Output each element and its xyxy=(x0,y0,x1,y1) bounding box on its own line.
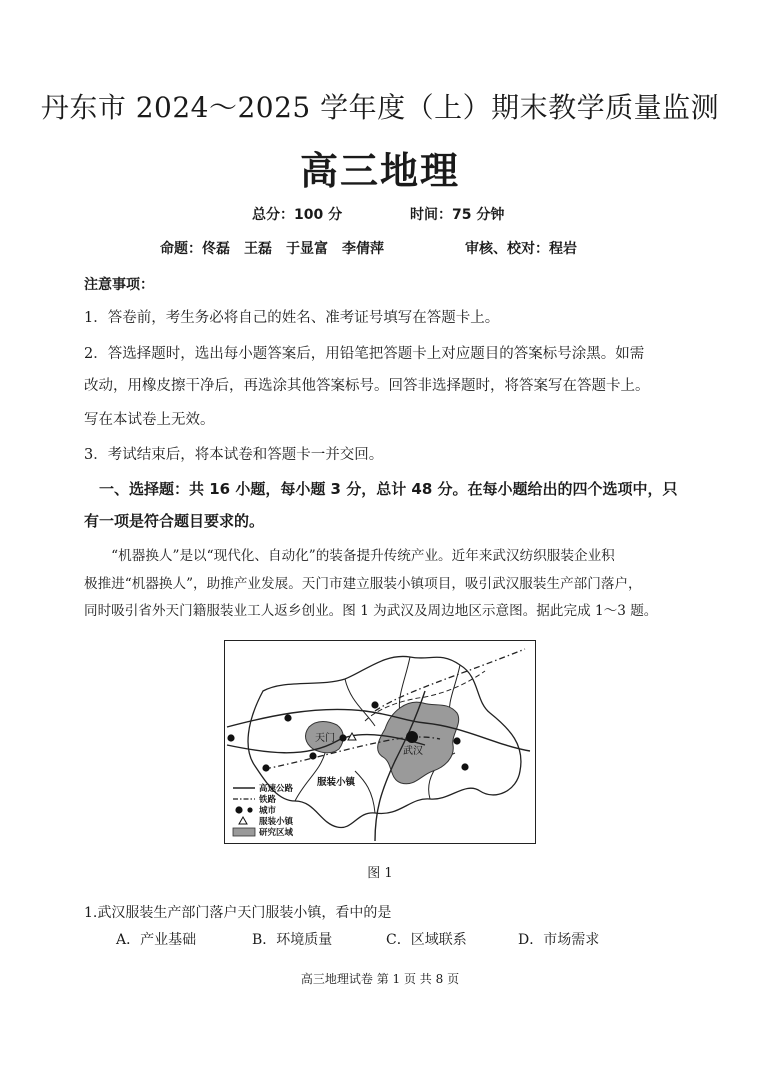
notice-line: 2．答选择题时，选出每小题答案后，用铅笔把答题卡上对应题目的答案标号涂黑。如需 xyxy=(84,346,645,362)
legend-region: 研究区域 xyxy=(259,828,294,838)
city-dot xyxy=(284,714,291,721)
option-b: B．环境质量 xyxy=(252,932,333,948)
notice-line: 写在本试卷上无效。 xyxy=(84,412,215,428)
subject-title: 高三地理 xyxy=(299,149,460,193)
wuhan-city-dot xyxy=(406,731,418,743)
passage-line: 同时吸引省外天门籍服装业工人返乡创业。图 1 为武汉及周边地区示意图。据此完成 1～3 题。 xyxy=(84,603,658,619)
city-dot xyxy=(227,734,234,741)
city-dot xyxy=(262,764,269,771)
city-dot xyxy=(309,752,316,759)
label-clothing-town: 服装小镇 xyxy=(317,777,356,788)
notice-line: 3．考试结束后，将本试卷和答题卡一并交回。 xyxy=(84,447,384,463)
total-score: 总分：100 分 xyxy=(252,207,343,223)
exam-time: 时间：75 分钟 xyxy=(410,207,505,223)
legend-city-big-swatch xyxy=(235,806,242,813)
option-a: A．产业基础 xyxy=(116,932,197,948)
legend-city-small-swatch xyxy=(247,807,252,812)
legend-highway: 高速公路 xyxy=(259,784,294,794)
authors: 命题：佟磊 王磊 于显富 李倩萍 xyxy=(160,241,384,257)
notice-line: 1．答卷前，考生务必将自己的姓名、准考证号填写在答题卡上。 xyxy=(84,310,500,326)
option-c: C．区域联系 xyxy=(386,932,467,948)
city-dot xyxy=(371,701,378,708)
legend-railway: 铁路 xyxy=(259,795,277,805)
reviewer: 审核、校对：程岩 xyxy=(465,241,577,257)
page-footer: 高三地理试卷 第 1 页 共 8 页 xyxy=(300,972,460,986)
option-d: D．市场需求 xyxy=(518,932,600,948)
question-stem: 1.武汉服装生产部门落户天门服装小镇，看中的是 xyxy=(84,905,392,921)
legend-town-swatch xyxy=(239,817,247,824)
figure-caption: 图 1 xyxy=(367,866,393,881)
section-heading-cont: 有一项是符合题目要求的。 xyxy=(84,512,265,530)
city-dot xyxy=(339,734,346,741)
exam-title: 丹东市 2024～2025 学年度（上）期末教学质量监测 xyxy=(40,91,720,124)
city-dot xyxy=(453,737,460,744)
notice-line: 改动，用橡皮擦干净后，再选涂其他答案标号。回答非选择题时，将答案写在答题卡上。 xyxy=(84,378,650,394)
passage-line: 极推进“机器换人”，助推产业发展。天门市建立服装小镇项目，吸引武汉服装生产部门落户， xyxy=(84,576,642,592)
legend-city: 城市 xyxy=(259,806,277,816)
city-dot xyxy=(461,763,468,770)
section-heading: 一、选择题：共 16 小题，每小题 3 分，总计 48 分。在每小题给出的四个选项中，只 xyxy=(84,480,678,498)
notice-heading: 注意事项： xyxy=(84,277,154,293)
label-wuhan: 武汉 xyxy=(403,746,423,757)
legend-town: 服装小镇 xyxy=(259,817,294,827)
passage-line: “机器换人”是以“现代化、自动化”的装备提升传统产业。近年来武汉纺织服装企业积 xyxy=(84,548,615,564)
label-tianmen: 天门 xyxy=(315,733,335,744)
map-svg xyxy=(225,641,534,842)
legend-region-swatch xyxy=(233,828,255,836)
region-map xyxy=(224,640,536,844)
